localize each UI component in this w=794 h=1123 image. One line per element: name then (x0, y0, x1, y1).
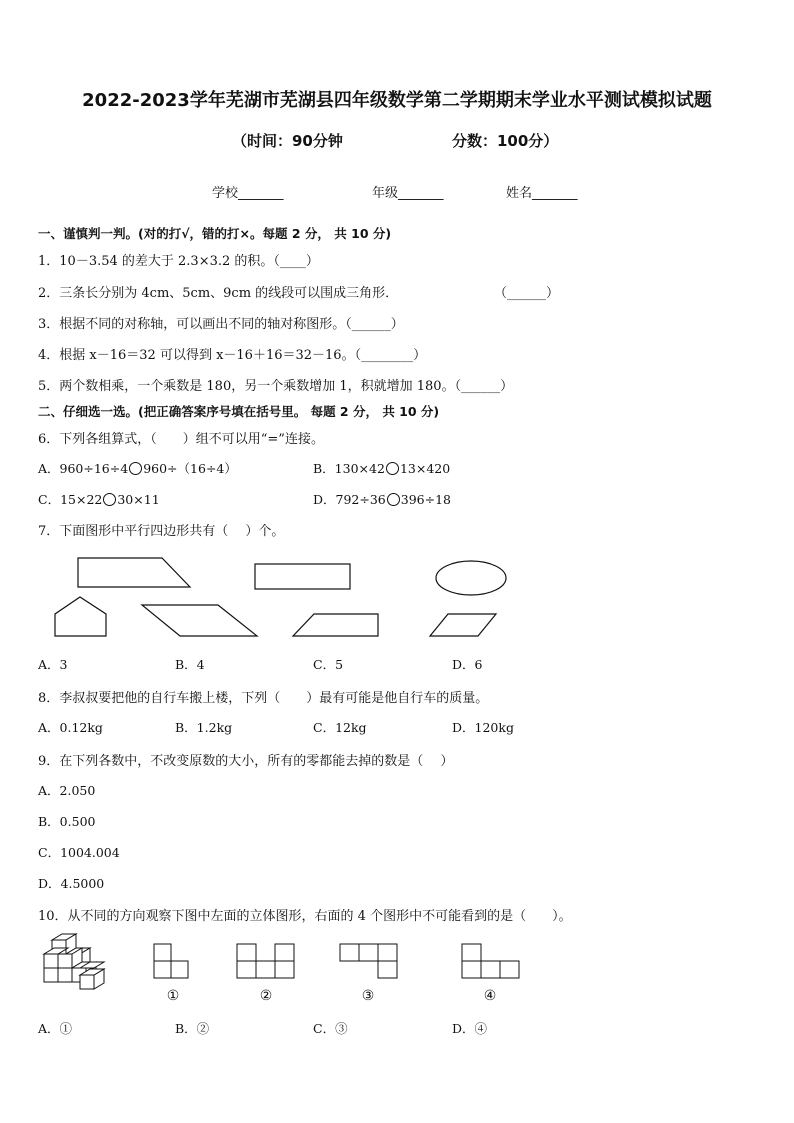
q7-option-b: B．4 (175, 657, 205, 672)
q10-option-c: C．③ (313, 1021, 348, 1036)
grade-field: 年级_______ (372, 186, 444, 201)
right-trapezoid-shape (78, 558, 190, 587)
compare-circle-icon (129, 462, 142, 475)
question-4: 4．根据 x－16＝32 可以得到 x－16＋16＝32－16。（________） (38, 348, 427, 363)
question-7: 7．下面图形中平行四边形共有（ ）个。 (38, 524, 285, 539)
q6-d-right: 396÷18 (400, 492, 452, 507)
q9-option-c: C．1004.004 (38, 845, 120, 860)
q9-option-a: A．2.050 (38, 783, 96, 798)
q9-option-d: D．4.5000 (38, 876, 105, 891)
view-4-shape (462, 944, 519, 978)
compare-circle-icon (386, 462, 399, 475)
question-2-blank: （______） (494, 286, 560, 301)
q6-c-left: C．15×22 (38, 492, 103, 507)
name-field: 姓名_______ (506, 186, 578, 201)
question-1: 1．10－3.54 的差大于 2.3×3.2 的积。（____） (38, 254, 319, 269)
view-label-3: ③ (361, 988, 375, 1004)
compare-circle-icon (103, 493, 116, 506)
view-label-4: ④ (483, 988, 497, 1004)
q6-option-c (38, 490, 160, 508)
section-2-heading: 二、仔细选一选。(把正确答案序号填在括号里。 每题 2 分， 共 10 分) (38, 404, 440, 419)
exam-time: （时间：90分钟 (232, 132, 343, 150)
compare-circle-icon (387, 493, 400, 506)
q8-option-d: D．120kg (452, 720, 514, 735)
question-3: 3．根据不同的对称轴，可以画出不同的轴对称图形。（______） (38, 317, 404, 332)
section-1-heading: 一、谨慎判一判。(对的打√，错的打×。每题 2 分， 共 10 分) (38, 226, 392, 241)
q7-option-d: D．6 (452, 657, 483, 672)
view-2-shape (237, 944, 294, 978)
exam-title: 2022-2023学年芜湖市芜湖县四年级数学第二学期期末学业水平测试模拟试题 (82, 90, 712, 111)
q6-option-b (313, 459, 450, 477)
q6-option-a (38, 459, 237, 477)
question-2: 2．三条长分别为 4cm、5cm、9cm 的线段可以围成三角形． (38, 286, 399, 301)
q6-d-left: D．792÷36 (313, 492, 386, 507)
q6-b-left: B．130×42 (313, 461, 385, 476)
school-field: 学校_______ (212, 186, 284, 201)
q8-option-a: A．0.12kg (38, 720, 103, 735)
q9-option-b: B．0.500 (38, 814, 96, 829)
q10-option-b: B．② (175, 1021, 210, 1036)
q6-a-right: 960÷（16÷4） (143, 461, 237, 476)
question-6: 6．下列各组算式，（ ）组不可以用“=”连接。 (38, 432, 324, 447)
q6-option-d (313, 490, 451, 508)
q6-c-right: 30×11 (117, 492, 160, 507)
solid-figure-cubes (44, 934, 104, 989)
parallelogram-shape-2 (293, 614, 378, 636)
pentagon-house-shape (55, 597, 106, 636)
q7-option-a: A．3 (38, 657, 68, 672)
q6-a-left: A．960÷16÷4 (38, 461, 129, 476)
parallelogram-shape-1 (142, 605, 257, 636)
view-1-shape (154, 944, 188, 978)
parallelogram-shape-3 (430, 614, 496, 636)
question-5: 5．两个数相乘，一个乘数是 180，另一个乘数增加 1，积就增加 180。（______） (38, 379, 514, 394)
question-8: 8．李叔叔要把他的自行车搬上楼，下列（ ）最有可能是他自行车的质量。 (38, 691, 489, 706)
rectangle-shape (255, 564, 350, 589)
view-label-1: ① (166, 988, 180, 1004)
q7-option-c: C．5 (313, 657, 344, 672)
q8-option-c: C．12kg (313, 720, 367, 735)
view-3-shape (340, 944, 397, 978)
view-label-2: ② (259, 988, 273, 1004)
exam-score: 分数：100分） (452, 132, 559, 150)
question-9: 9．在下列各数中，不改变原数的大小，所有的零都能去掉的数是（ ） (38, 754, 454, 769)
q6-b-right: 13×420 (399, 461, 451, 476)
q10-option-a: A．① (38, 1021, 73, 1036)
q8-option-b: B．1.2kg (175, 720, 233, 735)
question-10: 10．从不同的方向观察下图中左面的立体图形，右面的 4 个图形中不可能看到的是（ ）。 (38, 909, 572, 924)
ellipse-shape (436, 561, 506, 595)
q10-option-d: D．④ (452, 1021, 488, 1036)
